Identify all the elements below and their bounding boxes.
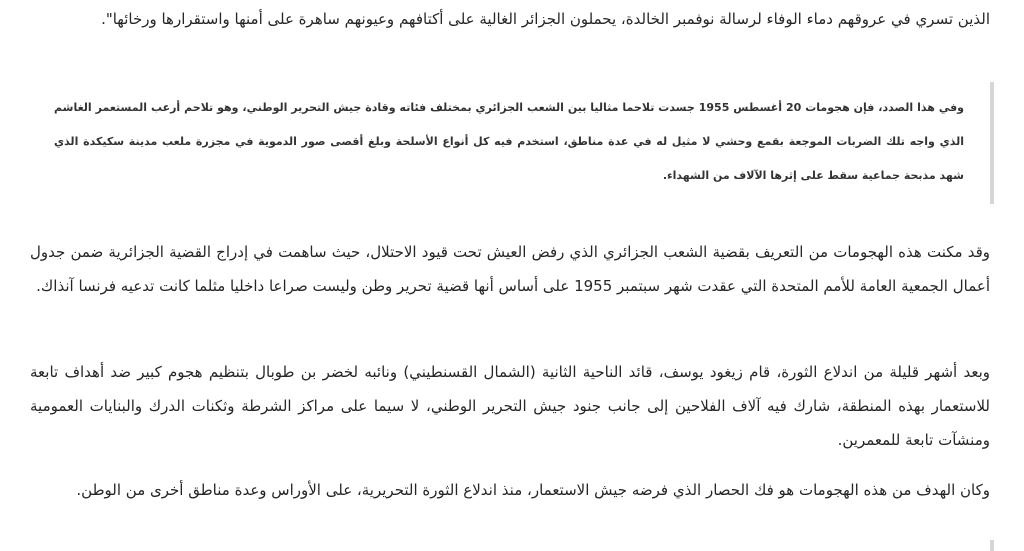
paragraph-recognition: وقد مكنت هذه الهجومات من التعريف بقضية الشعب الجزائري الذي رفض العيش تحت قيود الاحتلال، حيث ساهمت في إدراج القضية الجزائرية ضمن جدول أعمال الجمعية العامة للأمم المتحدة التي عقدت شهر سبتمبر 1955 على أساس أنها قضية تحرير وطن وليست صراعا داخليا مثلما كانت تدعيه فرنسا آنذاك. <box>30 243 990 295</box>
blockquote-text: وفي هذا الصدد، فإن هجومات 20 أغسطس 1955 جسدت تلاحما مثاليا بين الشعب الجزائري بمختلف فئاته وقادة جيش التحرير الوطني، وهو تلاحم أرعب المستعمر الغاشم الذي واجه تلك الضربات الموجعة بقمع وحشي لا مثيل له في عدة مناطق، استخدم فيه كل أنواع الأسلحة وبلغ أقصى صور الدموية في مجزرة ملعب مدينة سكيكدة الذي شهد مذبحة جماعية سقط على إثرها الآلاف من الشهداء. <box>54 101 964 182</box>
intro-paragraph: الذين تسري في عروقهم دماء الوفاء لرسالة نوفمبر الخالدة، يحملون الجزائر الغالية على أكتافهم وعيونهم ساهرة على أمنها واستقرارها ورخائها". <box>101 10 990 28</box>
next-blockquote-border <box>990 540 994 551</box>
blockquote <box>34 82 994 204</box>
paragraph-attack: وبعد أشهر قليلة من اندلاع الثورة، قام زيغود يوسف، قائد الناحية الثانية (الشمال القسنطيني) ونائبه لخضر بن طوبال بتنظيم هجوم كبير ضد أهداف تابعة للاستعمار بهذه المنطقة، شارك فيه آلاف الفلاحين إلى جانب جنود جيش التحرير الوطني، لا سيما على مراكز الشرطة وثكنات الدرك والبنايات العمومية ومنشآت تابعة للمعمرين. <box>30 363 990 449</box>
paragraph-goal: وكان الهدف من هذه الهجومات هو فك الحصار الذي فرضه جيش الاستعمار، منذ اندلاع الثورة التحريرية، على الأوراس وعدة مناطق أخرى من الوطن. <box>76 481 990 499</box>
